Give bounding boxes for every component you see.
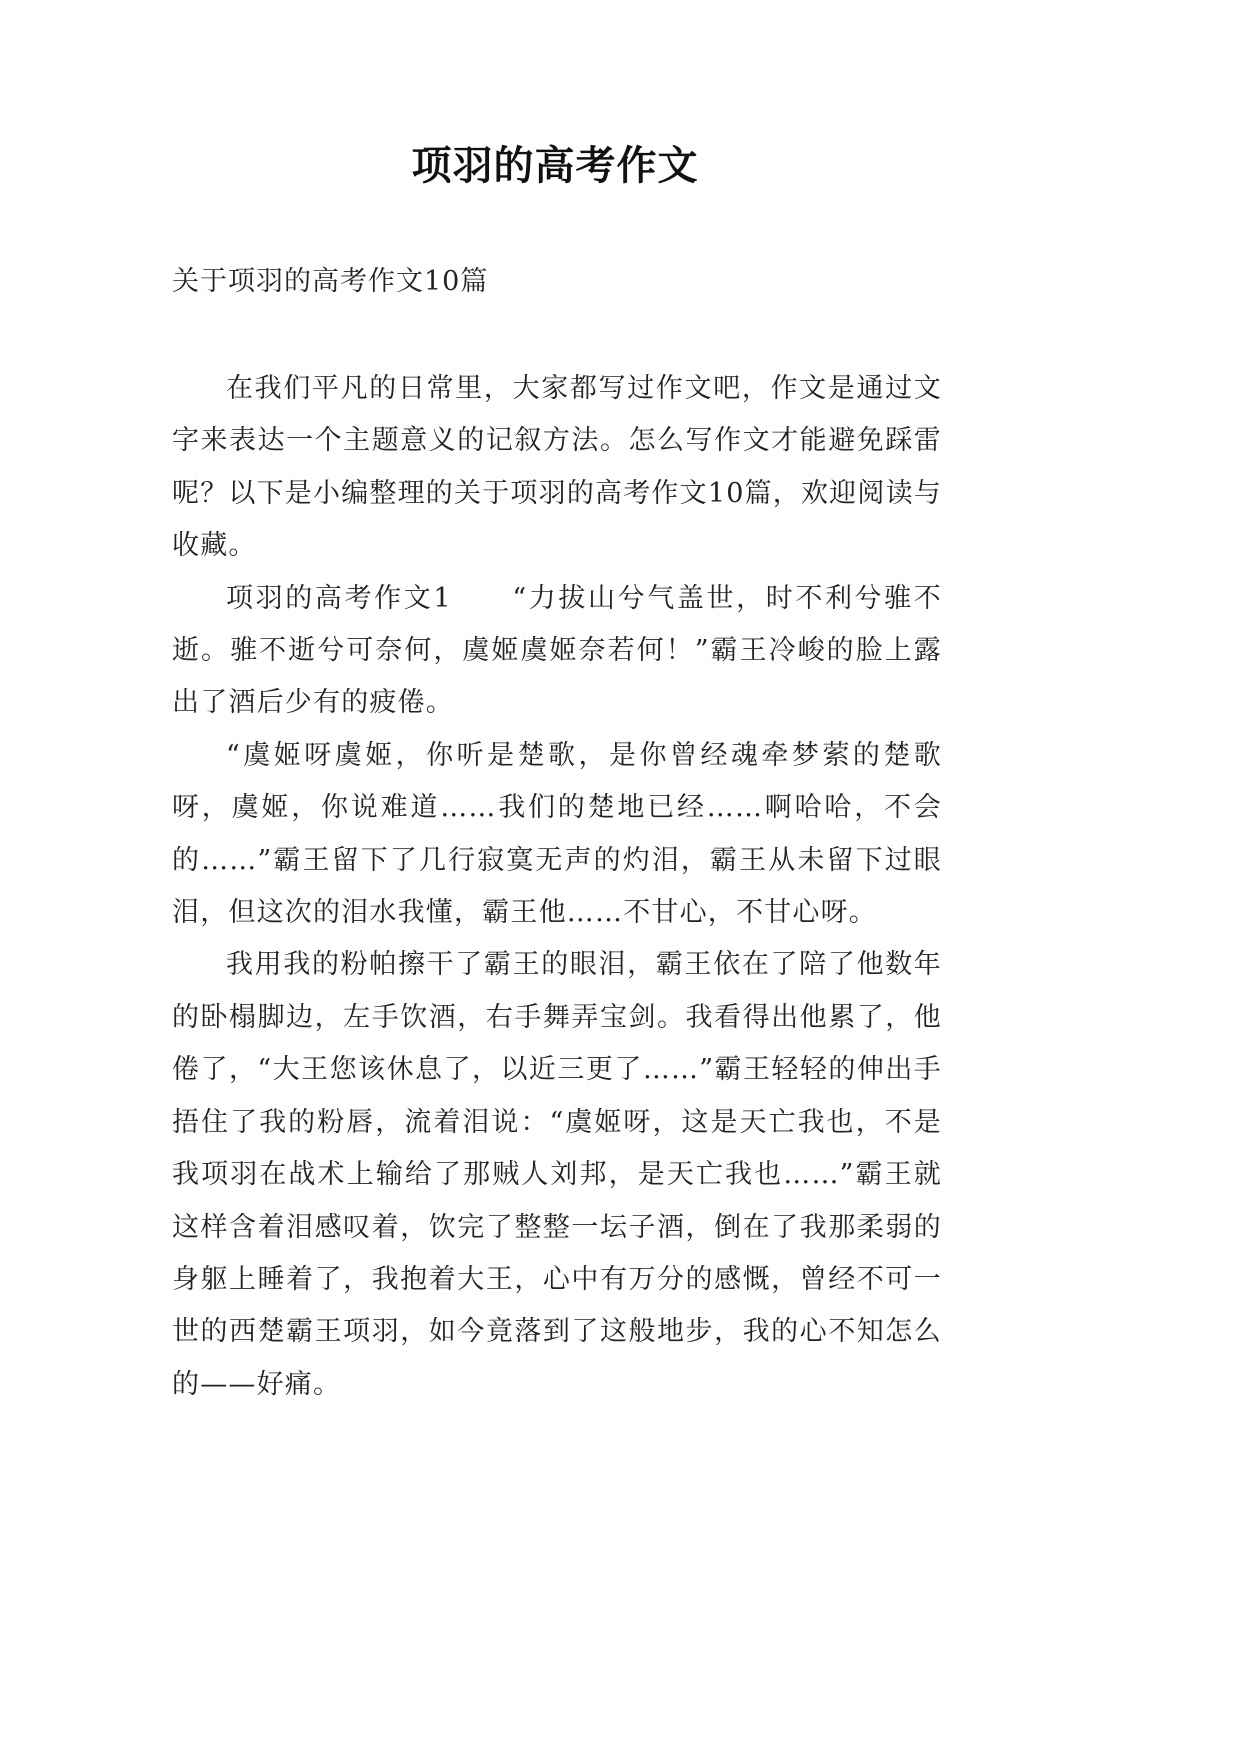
- document-subtitle: 关于项羽的高考作文10篇: [172, 266, 489, 297]
- paragraph-essay-1-opening: 项羽的高考作文1 “力拔山兮气盖世，时不利兮骓不逝。骓不逝兮可奈何，虞姬虞姬奈若何！”霸王冷峻的脸上露出了酒后少有的疲倦。: [172, 582, 942, 719]
- paragraph-yuji-lament: “虞姬呀虞姬，你听是楚歌，是你曾经魂牵梦萦的楚歌呀，虞姬，你说难道……我们的楚地已经……啊哈哈，不会的……”霸王留下了几行寂寞无声的灼泪，霸王从未留下过眼泪，但这次的泪水我懂，霸王他……不甘心，不甘心呀。: [172, 739, 942, 929]
- paragraph-wiping-tears: 我用我的粉帕擦干了霸王的眼泪，霸王依在了陪了他数年的卧榻脚边，左手饮酒，右手舞弄宝剑。我看得出他累了，他倦了，“大王您该休息了，以近三更了……”霸王轻轻的伸出手捂住了我的粉唇，流着泪说：“虞姬呀，这是天亡我也，不是我项羽在战术上输给了那贼人刘邦，是天亡我也……”霸王就这样含着泪感叹着，饮完了整整一坛子酒，倒在了我那柔弱的身躯上睡着了，我抱着大王，心中有万分的感慨，曾经不可一世的西楚霸王项羽，如今竟落到了这般地步，我的心不知怎么的——好痛。: [172, 949, 942, 1400]
- document-title: 项羽的高考作文: [411, 142, 699, 189]
- document-body: [172, 363, 942, 1411]
- paragraph-intro: 在我们平凡的日常里，大家都写过作文吧，作文是通过文字来表达一个主题意义的记叙方法。怎么写作文才能避免踩雷呢？以下是小编整理的关于项羽的高考作文10篇，欢迎阅读与收藏。: [172, 373, 942, 562]
